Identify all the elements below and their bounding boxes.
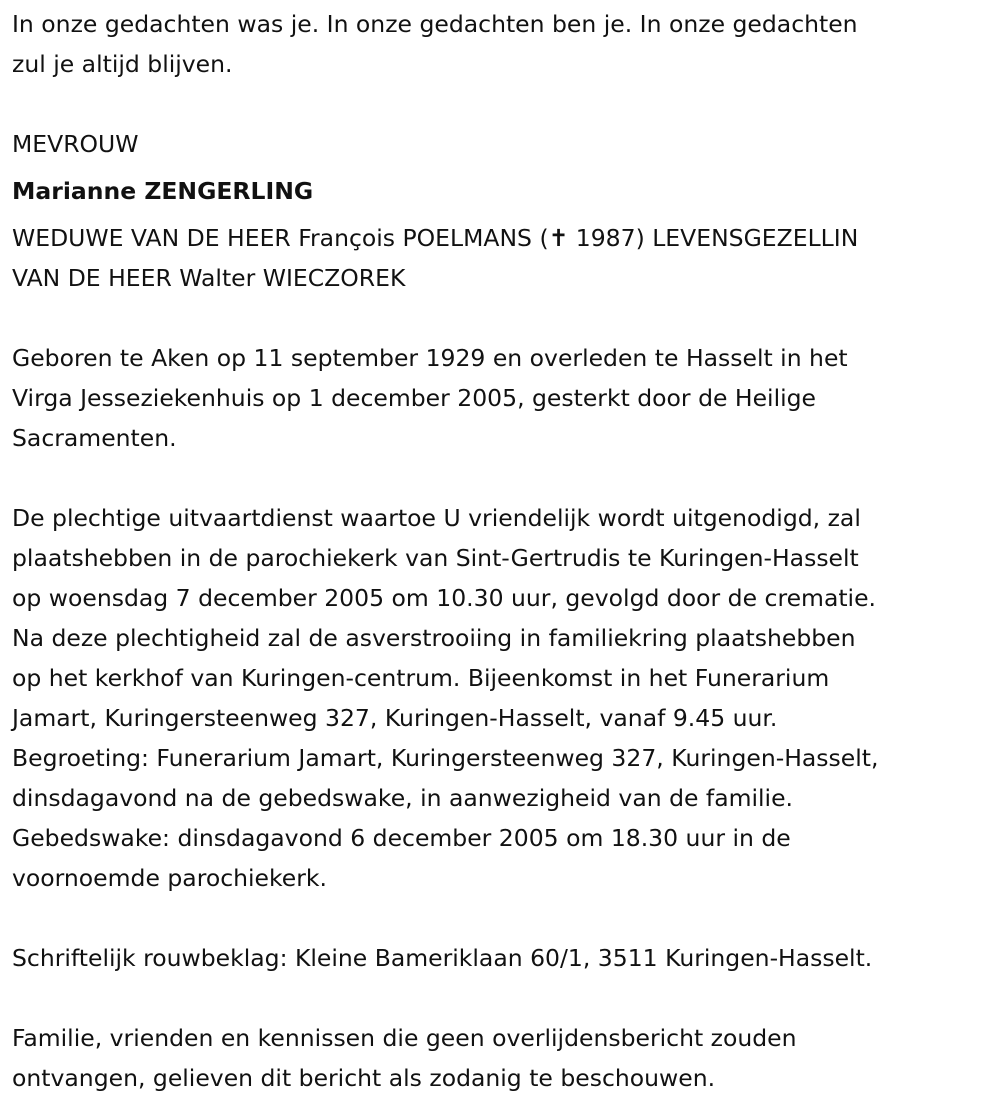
text-line: plaatshebben in de parochiekerk van Sint-Gertrudis te Kuringen-Hasselt (12, 544, 859, 572)
funeral-paragraph (12, 498, 1000, 898)
text-line: Geboren te Aken op 11 september 1929 en overleden te Hasselt in het (12, 344, 848, 372)
condolence-paragraph (12, 938, 1000, 978)
text-line: WEDUWE VAN DE HEER François POELMANS (✝ 1987) LEVENSGEZELLIN (12, 224, 859, 252)
motto-paragraph (12, 4, 1000, 84)
notice-paragraph (12, 1018, 1000, 1098)
text-line: Familie, vrienden en kennissen die geen overlijdensbericht zouden (12, 1024, 797, 1052)
text-line: Begroeting: Funerarium Jamart, Kuringersteenweg 327, Kuringen-Hasselt, (12, 744, 879, 772)
text-line: op het kerkhof van Kuringen-centrum. Bijeenkomst in het Funerarium (12, 664, 830, 692)
text-line: dinsdagavond na de gebedswake, in aanwezigheid van de familie. (12, 784, 794, 812)
text-line: Gebedswake: dinsdagavond 6 december 2005 om 18.30 uur in de (12, 824, 791, 852)
birth-death-paragraph (12, 338, 1000, 458)
text-line: voornoemde parochiekerk. (12, 864, 327, 892)
text-line: De plechtige uitvaartdienst waartoe U vriendelijk wordt uitgenodigd, zal (12, 504, 861, 532)
text-line: Sacramenten. (12, 424, 177, 452)
text-line: Jamart, Kuringersteenweg 327, Kuringen-Hasselt, vanaf 9.45 uur. (12, 704, 778, 732)
text-line: ontvangen, gelieven dit bericht als zodanig te beschouwen. (12, 1064, 716, 1092)
deceased-name: Marianne ZENGERLING (12, 177, 314, 205)
text-line: Schriftelijk rouwbeklag: Kleine Bameriklaan 60/1, 3511 Kuringen-Hasselt. (12, 944, 873, 972)
text-line: op woensdag 7 december 2005 om 10.30 uur, gevolgd door de crematie. (12, 584, 877, 612)
text-line: VAN DE HEER Walter WIECZOREK (12, 264, 406, 292)
text-line: Na deze plechtigheid zal de asverstrooiing in familiekring plaatshebben (12, 624, 856, 652)
text-line: zul je altijd blijven. (12, 50, 233, 78)
relation-paragraph (12, 218, 1000, 298)
text-line: In onze gedachten was je. In onze gedachten ben je. In onze gedachten (12, 10, 858, 38)
text-line: Virga Jesseziekenhuis op 1 december 2005, gesterkt door de Heilige (12, 384, 817, 412)
title: MEVROUW (12, 130, 139, 158)
